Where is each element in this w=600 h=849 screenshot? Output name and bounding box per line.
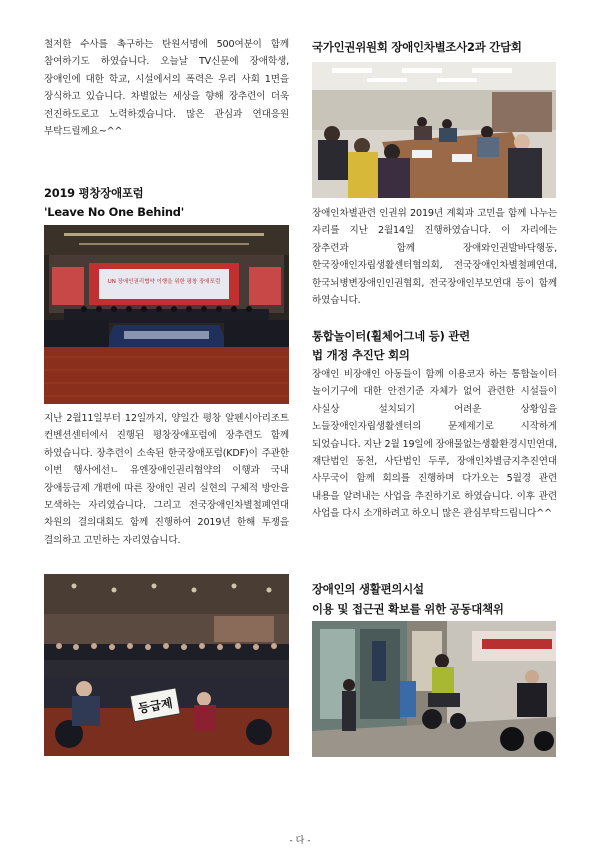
protest-sign-text: 등급제 (136, 695, 174, 716)
resolution-rally-photo (44, 574, 289, 756)
forum-stage-photo (44, 225, 289, 404)
playground-law-body: 장애인 비장애인 아동들이 함께 이용코자 하는 통합놀이터 놀이기구에 대한 안전기준 자체가 없어 관련한 시설들이 사실상 설치되기 어려운 상황임을 노들장애인자립생활센터의 문제제기로 시작하게 되었습니다. 지난 2월 19일에 장애물없는생활환경시민연대, 재단법인 동천, 사단법인 두루, 장애인차별금지추진연대 사무국이 함께 회의를 진행하며 다가오는 5월경 관련 내용을 알려내는 사업을 추진하기로 하였습니다. 이후 관련 사업을 다시 소개하려고 하오니 많은 관심부탁드립니다^^ (312, 369, 557, 520)
human-rights-commission-title: 국가인권위원회 장애인차별조사2과 간담회 (312, 40, 522, 54)
pyeongchang-forum-body: 지난 2월11일부터 12일까지, 양일간 평창 알펜시아리조트 컨벤션센터에서 진행된 평창장애포럼에 장추련도 함께 하였습니다. 장추련이 소속된 한국장애포럼(KDF)이 주관한 이번 행사에선ㄴ 유엔장애인권리협약의 이행과 국내 장애등급제 개편에 따른 장애인 권리 실현의 구체적 방안을 모색하는 자리였습니다. 그리고 전국장애인차별철폐연대 차원의 결의대회도 함께 진행하여 2019년 한해 투쟁을 결의하고 고민하는 자리였습니다. (44, 413, 289, 546)
accessibility-committee-title: 장애인의 생활편의시설 (312, 582, 424, 596)
pyeongchang-forum-subtitle: 'Leave No One Behind' (44, 205, 185, 219)
accessibility-committee-subtitle: 이용 및 접근권 확보를 위한 공동대책위 (312, 602, 504, 616)
intro-paragraph: 철저한 수사를 촉구하는 탄원서명에 500여분이 함께 참여하기도 하였습니다. 오늘날 TV신문에 장애학생, 장애인에 대한 학교, 시설에서의 폭력은 우리 사회 1면을 장식하고 있습니다. 차별없는 세상을 향해 장추련이 더욱 전진하도로고 노력하겠습니다. 많은 관심과 연대응원 부탁드릴께요~^^ (44, 39, 289, 138)
page-number: - 다 - (289, 836, 311, 846)
commission-meeting-photo (312, 62, 556, 198)
commission-meeting-body: 장애인차별관련 인권위 2019년 계획과 고민을 함께 나누는 자리를 지난 2월14일 진행하였습니다. 이 자리에는 장추련과 함께 장애와인권발바닥행동, 한국장애인자립생활센터협의회, 전국장애인차별철폐연대, 한국뇌병변장애인인권협회, 전국장애인부모연대 등이 함께 하였습니다. (312, 208, 557, 307)
playground-law-subtitle: 법 개정 추진단 회의 (312, 348, 410, 362)
stage-banner-text: UN 장애인권리협약 이행을 위한 평창 장애포럼 (107, 279, 221, 285)
street-accessibility-photo (312, 621, 556, 757)
playground-law-title: 통합놀이터(휠체어그네 등) 관련 (312, 329, 470, 343)
pyeongchang-forum-title: 2019 평창장애포럼 (44, 186, 144, 200)
